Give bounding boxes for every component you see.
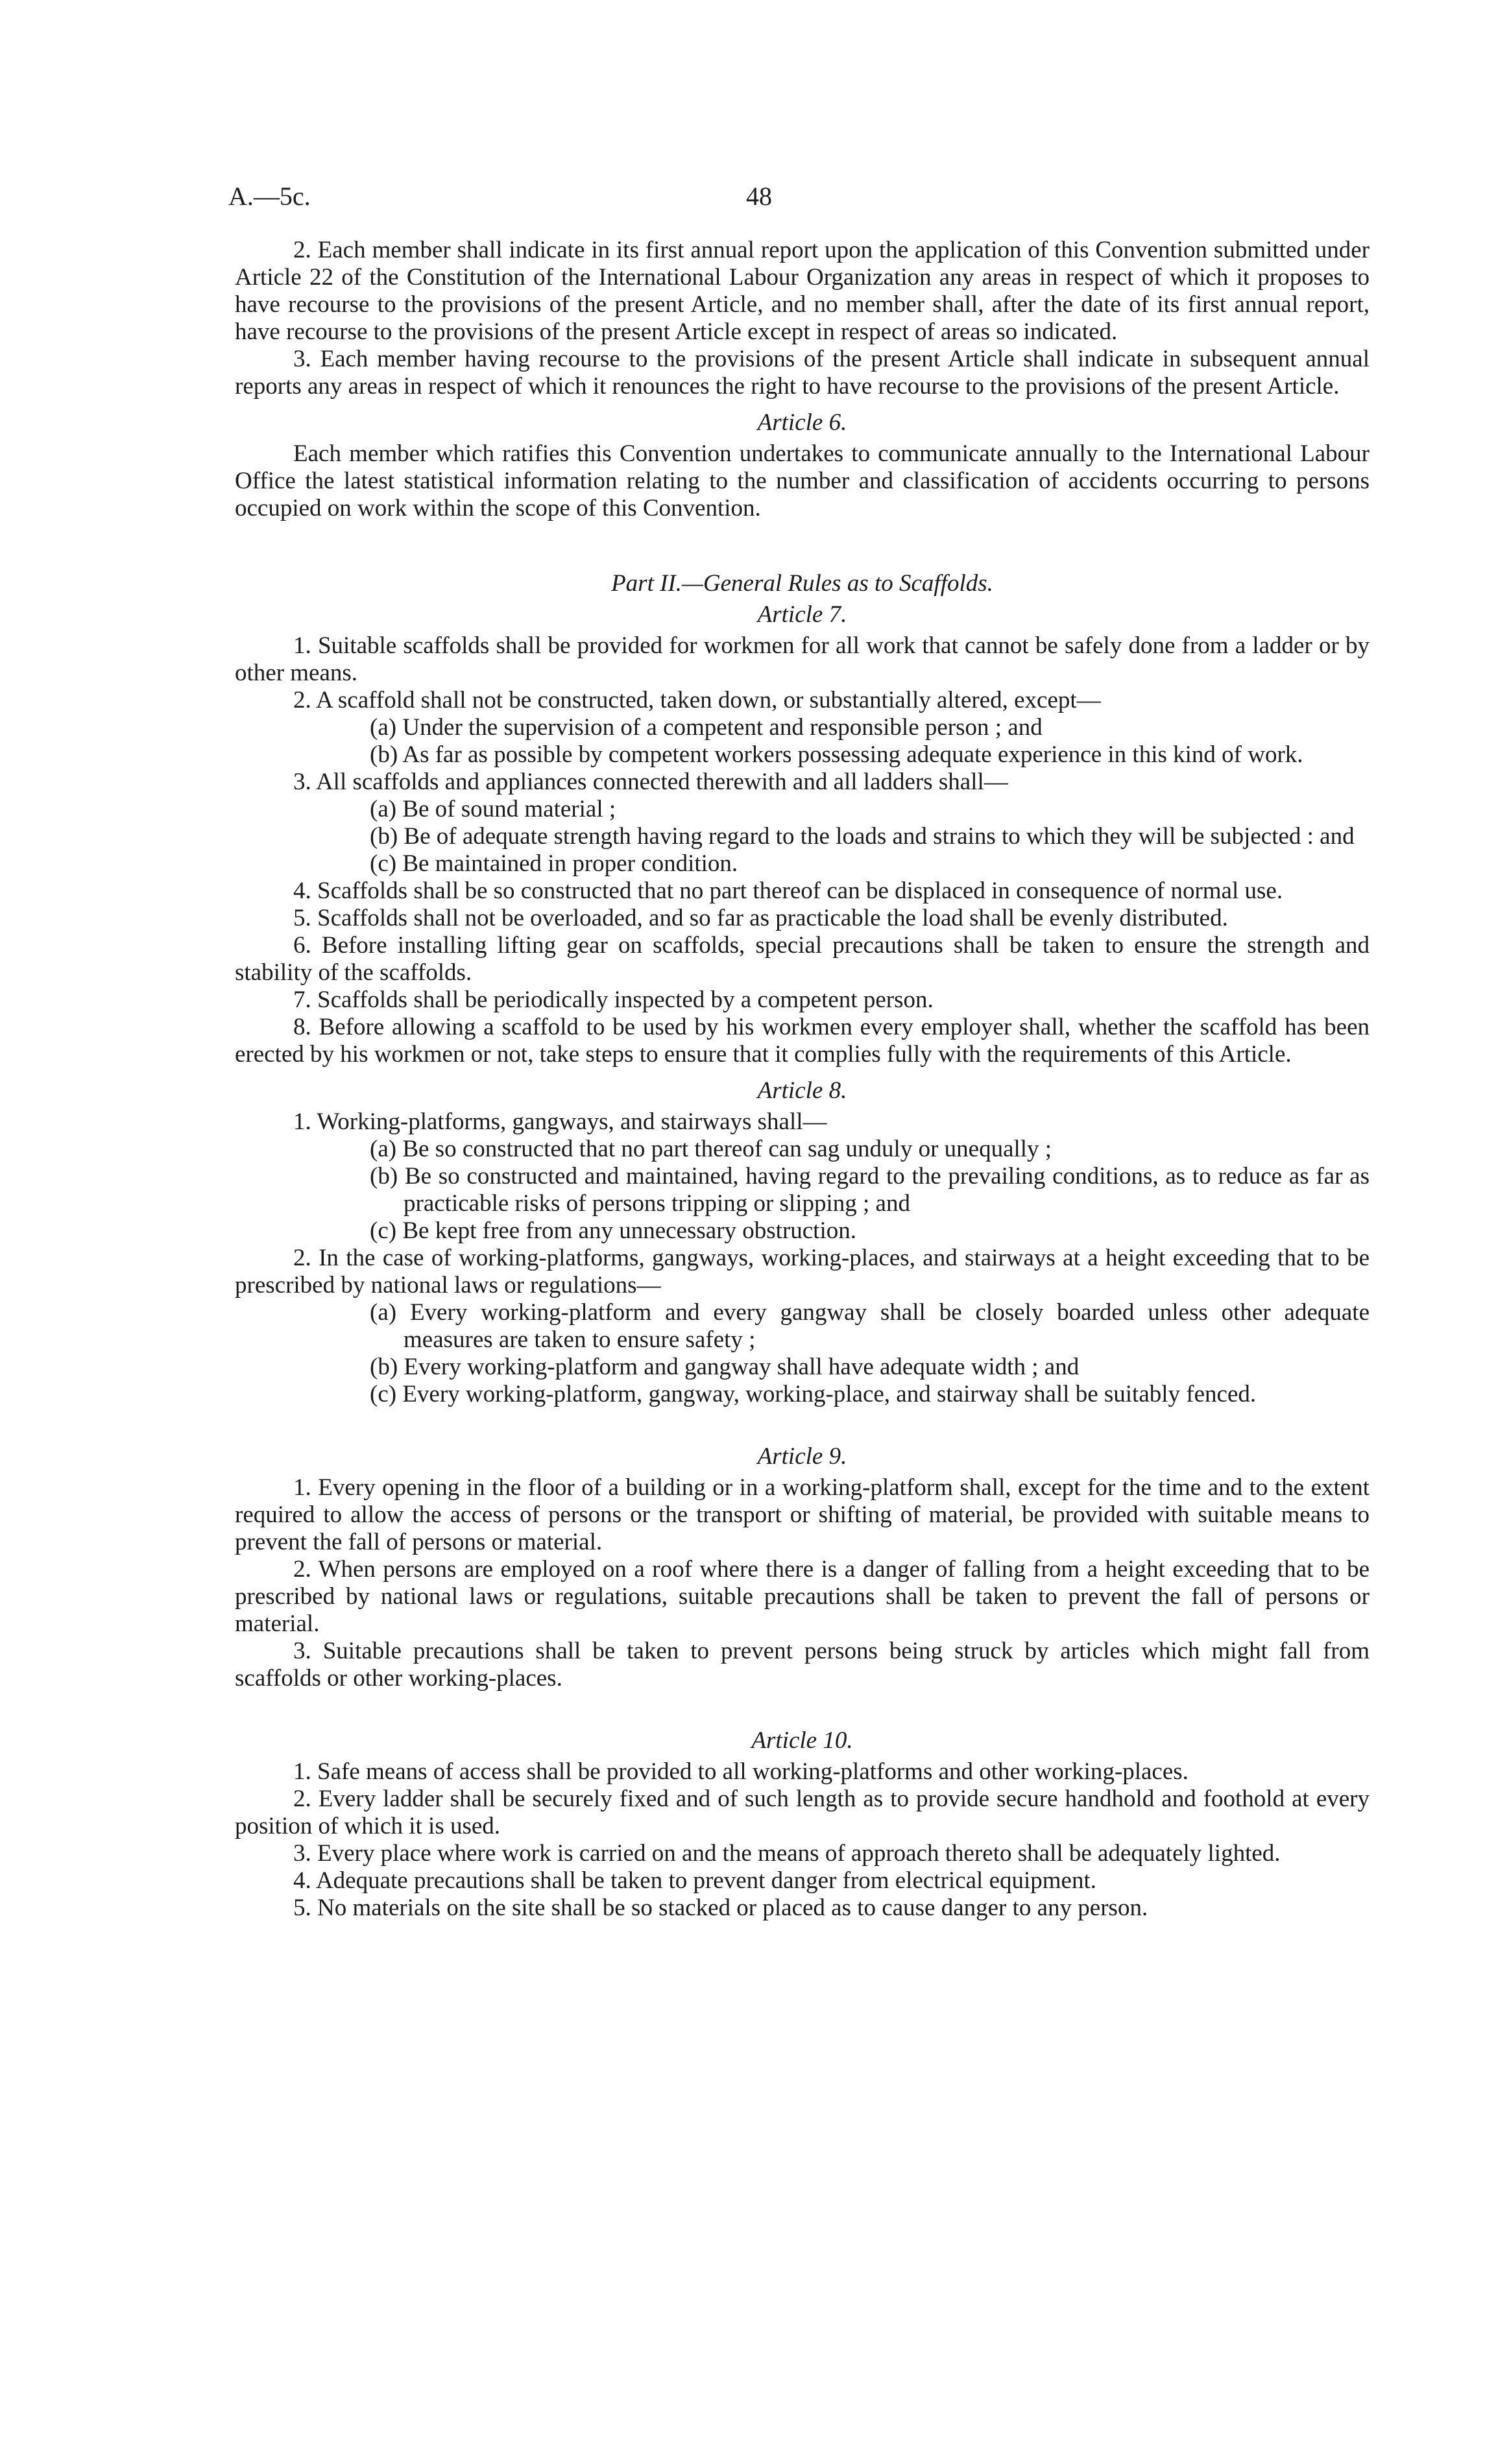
art8-item-2a: (a) Every working-platform and every gangway shall be closely boarded unless other adequate measures are taken to ensure safety ; — [370, 1299, 1370, 1353]
page-number: 48 — [746, 182, 772, 211]
part-2-heading: Part II.—General Rules as to Scaffolds. — [611, 570, 993, 597]
art7-paragraph-3: 3. All scaffolds and appliances connected therewith and all ladders shall— — [293, 769, 1008, 795]
art8-item-1c: (c) Be kept free from any unnecessary obstruction. — [370, 1217, 856, 1244]
art6-paragraph-1: Each member which ratifies this Convention undertakes to communicate annually to the International Labour Office the latest statistical information relating to the number and classification of accidents occurring to persons occupied on work within the scope of this Convention. — [235, 440, 1370, 521]
article-7-heading: Article 7. — [757, 601, 847, 628]
art8-item-2b: (b) Every working-platform and gangway shall have adequate width ; and — [370, 1354, 1080, 1380]
article-6-heading: Article 6. — [757, 409, 847, 436]
article-10-heading: Article 10. — [751, 1727, 853, 1754]
art7-paragraph-4: 4. Scaffolds shall be so constructed that no part thereof can be displaced in consequence of normal use. — [293, 878, 1283, 904]
art5-paragraph-3: 3. Each member having recourse to the provisions of the present Article shall indicate in subsequent annual reports any areas in respect of which it renounces the right to have recourse to the provisions of the present Article. — [235, 346, 1370, 400]
art10-paragraph-3: 3. Every place where work is carried on and the means of approach thereto shall be adequately lighted. — [293, 1840, 1281, 1867]
art7-item-3b: (b) Be of adequate strength having regard to the loads and strains to which they will be subjected : and — [370, 823, 1355, 850]
document-reference: A.—5c. — [228, 182, 311, 211]
art7-paragraph-6: 6. Before installing lifting gear on scaffolds, special precautions shall be taken to ensure the strength and stability of the scaffolds. — [235, 932, 1370, 986]
art9-paragraph-1: 1. Every opening in the floor of a building or in a working-platform shall, except for the time and to the extent required to allow the access of persons or the transport or shifting of material, be provided with suitable means to prevent the fall of persons or material. — [235, 1474, 1370, 1555]
art7-item-2a: (a) Under the supervision of a competent and responsible person ; and — [370, 714, 1043, 741]
art10-paragraph-5: 5. No materials on the site shall be so stacked or placed as to cause danger to any person. — [293, 1895, 1148, 1921]
art10-paragraph-4: 4. Adequate precautions shall be taken to prevent danger from electrical equipment. — [293, 1867, 1097, 1894]
art8-paragraph-1: 1. Working-platforms, gangways, and stairways shall— — [293, 1108, 827, 1135]
art8-paragraph-2: 2. In the case of working-platforms, gangways, working-places, and stairways at a height exceeding that to be prescribed by national laws or regulations— — [235, 1245, 1370, 1298]
art8-item-1a: (a) Be so constructed that no part thereof can sag unduly or unequally ; — [370, 1136, 1052, 1162]
article-9-heading: Article 9. — [757, 1443, 847, 1470]
art8-item-2c: (c) Every working-platform, gangway, working-place, and stairway shall be suitably fenced. — [370, 1381, 1257, 1407]
art10-paragraph-2: 2. Every ladder shall be securely fixed and of such length as to provide secure handhold and foothold at every position of which it is used. — [235, 1786, 1370, 1839]
art7-item-3a: (a) Be of sound material ; — [370, 796, 616, 822]
article-8-heading: Article 8. — [757, 1077, 847, 1104]
art9-paragraph-3: 3. Suitable precautions shall be taken to prevent persons being struck by articles which might fall from scaffolds or other working-places. — [235, 1638, 1370, 1692]
art7-paragraph-8: 8. Before allowing a scaffold to be used by his workmen every employer shall, whether the scaffold has been erected by his workmen or not, take steps to ensure that it complies fully with the requirements of this Article. — [235, 1014, 1370, 1068]
art7-paragraph-7: 7. Scaffolds shall be periodically inspected by a competent person. — [293, 987, 934, 1013]
art7-item-3c: (c) Be maintained in proper condition. — [370, 850, 738, 877]
art10-paragraph-1: 1. Safe means of access shall be provided to all working-platforms and other working-places. — [293, 1758, 1189, 1785]
art9-paragraph-2: 2. When persons are employed on a roof where there is a danger of falling from a height exceeding that to be prescribed by national laws or regulations, suitable precautions shall be taken to prevent the fall of persons or material. — [235, 1556, 1370, 1637]
art7-paragraph-5: 5. Scaffolds shall not be overloaded, and so far as practicable the load shall be evenly distributed. — [293, 905, 1228, 931]
art7-paragraph-2: 2. A scaffold shall not be constructed, taken down, or substantially altered, except— — [293, 687, 1101, 713]
art7-item-2b: (b) As far as possible by competent workers possessing adequate experience in this kind of work. — [370, 741, 1303, 768]
art7-paragraph-1: 1. Suitable scaffolds shall be provided for workmen for all work that cannot be safely done from a ladder or by other means. — [235, 632, 1370, 686]
art8-item-1b: (b) Be so constructed and maintained, having regard to the prevailing conditions, as to reduce as far as practicable risks of persons tripping or slipping ; and — [370, 1163, 1370, 1217]
art5-paragraph-2: 2. Each member shall indicate in its first annual report upon the application of this Convention submitted under Article 22 of the Constitution of the International Labour Organization any areas in respect of which it proposes to have recourse to the provisions of the present Article, and no member shall, after the date of its first annual report, have recourse to the provisions of the present Article except in respect of areas so indicated. — [235, 237, 1370, 345]
